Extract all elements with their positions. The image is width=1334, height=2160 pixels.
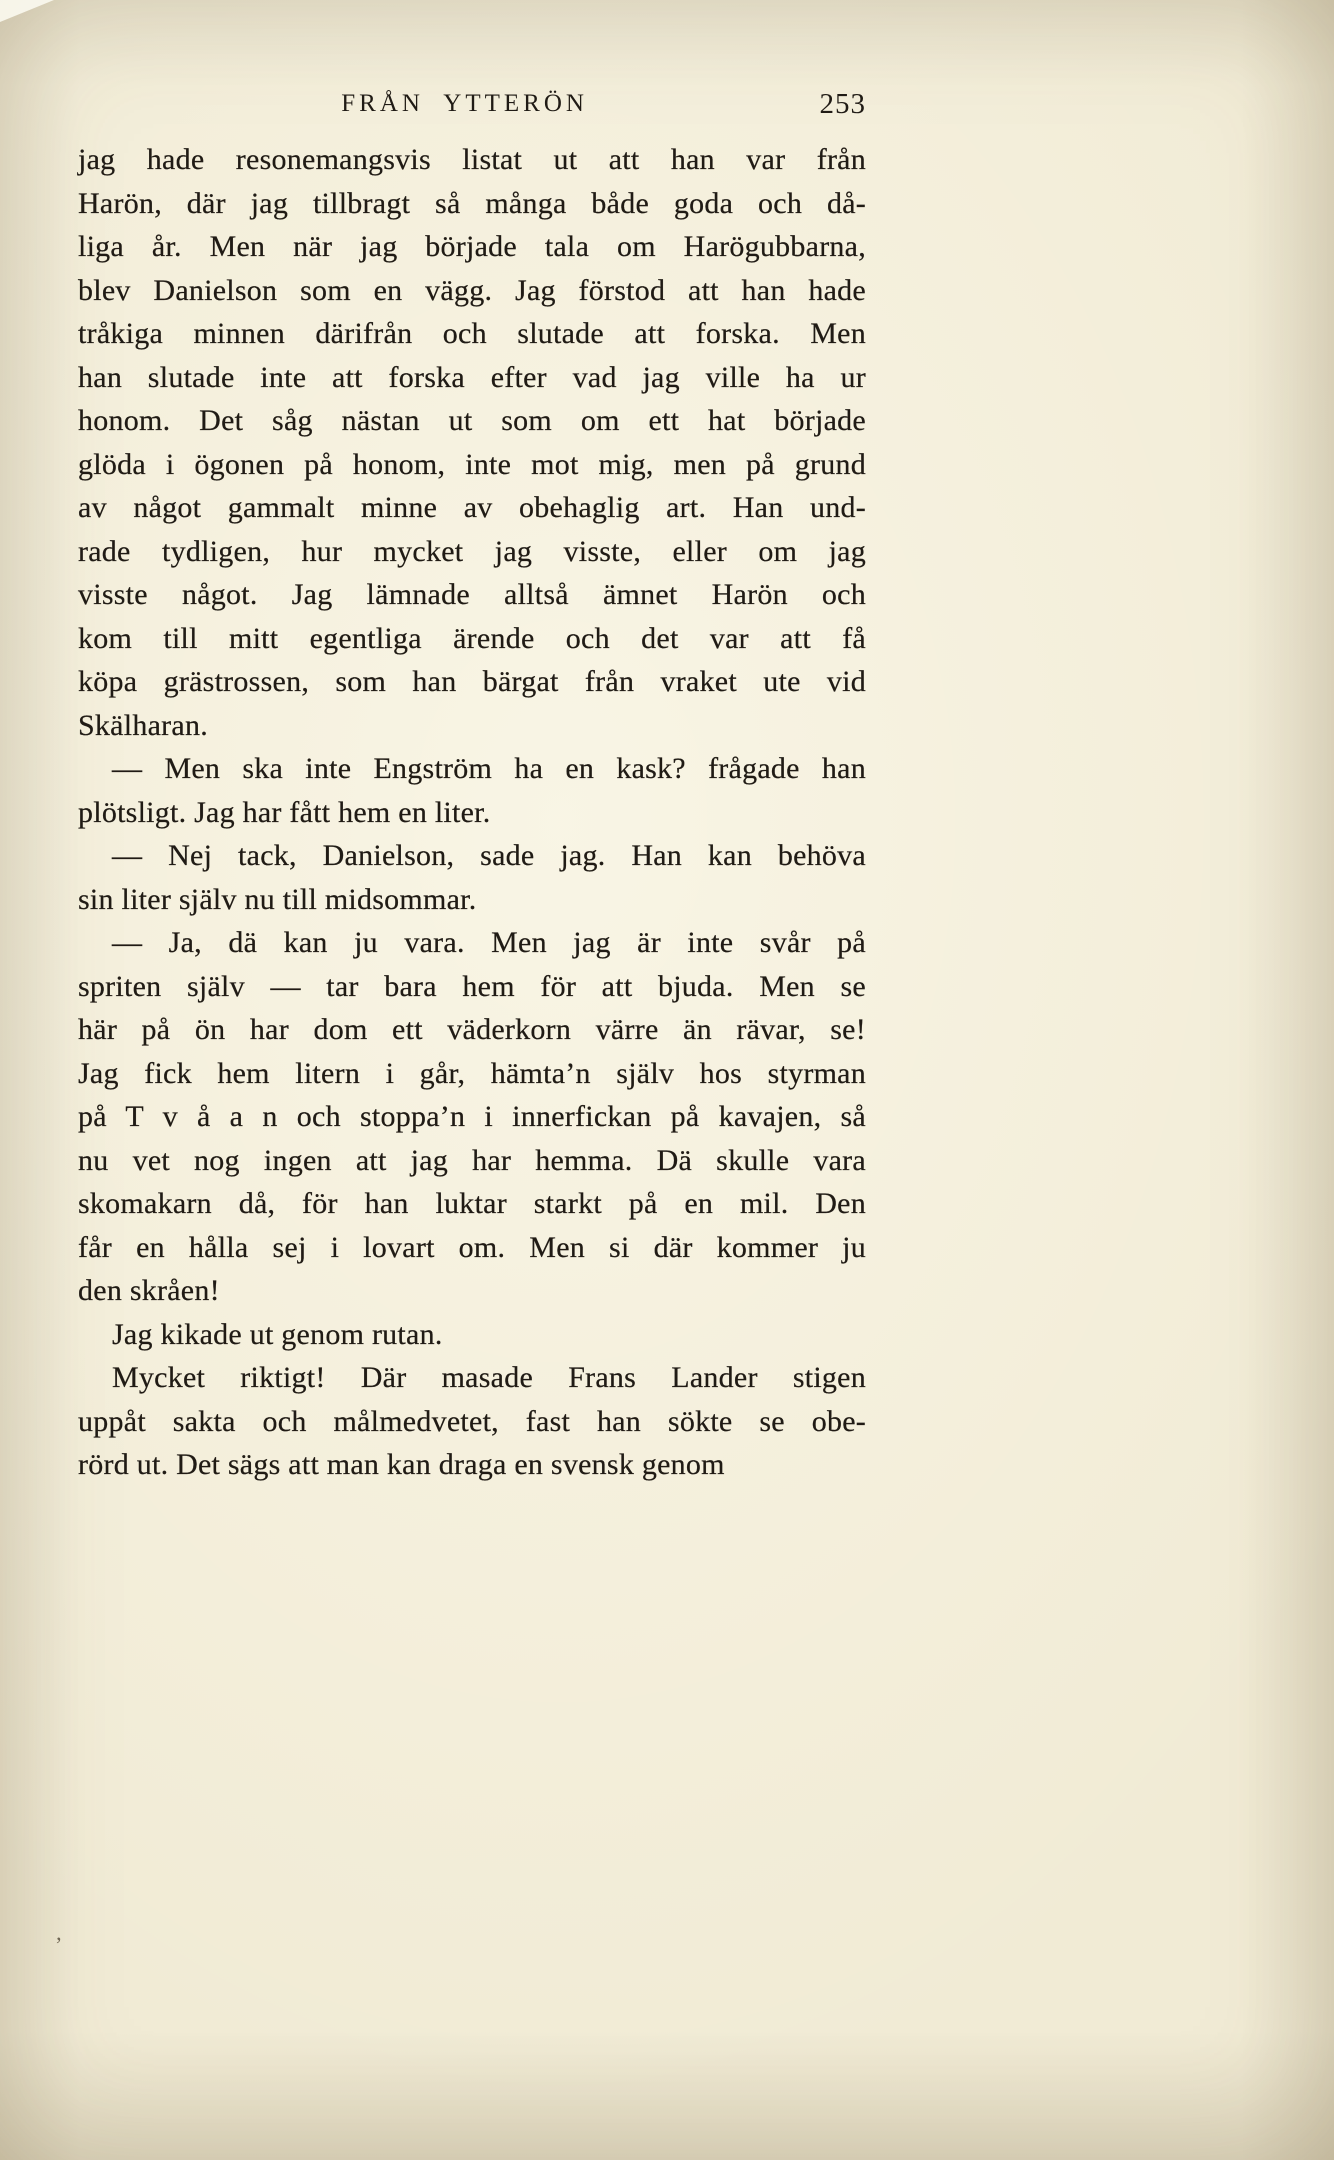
scan-corner-artifact [0, 0, 54, 22]
paragraph [78, 1356, 866, 1487]
text-line: rade tydligen, hur mycket jag visste, eller om jag [78, 534, 866, 568]
text-line: blev Danielson som en vägg. Jag förstod att han hade [78, 273, 866, 307]
scan-speck: ’ [55, 1932, 63, 1957]
text-line: skomakarn då, för han luktar starkt på en mil. Den [78, 1187, 866, 1220]
paragraph [78, 1313, 866, 1357]
text-line: honom. Det såg nästan ut som om ett hat började [78, 404, 866, 437]
paragraph [78, 138, 866, 747]
text-line: glöda i ögonen på honom, inte mot mig, men på grund [78, 447, 866, 481]
text-line: den skråen! [78, 1274, 220, 1307]
text-line: av något gammalt minne av obehaglig art. Han und- [78, 491, 866, 524]
text-line: på T v å a n och stoppa’n i innerfickan på kavajen, så [78, 1100, 866, 1133]
text-line: köpa grästrossen, som han bärgat från vraket ute vid [78, 665, 866, 698]
running-header [78, 88, 866, 122]
text-line: Mycket riktigt! Där masade Frans Lander stigen [112, 1361, 866, 1394]
text-line: nu vet nog ingen att jag har hemma. Dä skulle vara [78, 1143, 866, 1177]
text-line: Skälharan. [78, 708, 208, 742]
text-line: spriten själv — tar bara hem för att bjuda. Men se [78, 969, 866, 1003]
text-line: — Nej tack, Danielson, sade jag. Han kan behöva [112, 839, 866, 872]
text-line: får en hålla sej i lovart om. Men si där kommer ju [78, 1230, 866, 1264]
text-line: visste något. Jag lämnade alltså ämnet Harön och [78, 578, 866, 611]
text-line: han slutade inte att forska efter vad jag ville ha ur [78, 360, 866, 394]
text-line: — Men ska inte Engström ha en kask? frågade han [112, 752, 866, 785]
paragraph [78, 921, 866, 1313]
text-line: — Ja, dä kan ju vara. Men jag är inte svår på [112, 926, 866, 959]
page-body [78, 138, 866, 1487]
running-header-title: FRÅN YTTERÖN [341, 90, 588, 117]
text-line: Jag kikade ut genom rutan. [112, 1317, 443, 1351]
text-line: kom till mitt egentliga ärende och det var att få [78, 621, 866, 655]
paragraph [78, 747, 866, 834]
text-line: plötsligt. Jag har fått hem en liter. [78, 795, 491, 829]
text-line: uppåt sakta och målmedvetet, fast han sökte se obe- [78, 1404, 866, 1438]
text-line: rörd ut. Det sägs att man kan draga en svensk genom [78, 1448, 725, 1481]
text-line: Jag fick hem litern i går, hämta’n själv hos styrman [78, 1056, 866, 1090]
text-line: liga år. Men när jag började tala om Harögubbarna, [78, 230, 866, 263]
text-line: Harön, där jag tillbragt så många både goda och då- [78, 186, 866, 220]
text-line: sin liter själv nu till midsommar. [78, 882, 477, 916]
text-block [78, 88, 866, 1487]
text-line: tråkiga minnen därifrån och slutade att forska. Men [78, 317, 866, 350]
text-line: här på ön har dom ett väderkorn värre än rävar, se! [78, 1013, 866, 1046]
text-line: jag hade resonemangsvis listat ut att han var från [78, 143, 866, 176]
paragraph [78, 834, 866, 921]
page-number: 253 [819, 88, 866, 120]
